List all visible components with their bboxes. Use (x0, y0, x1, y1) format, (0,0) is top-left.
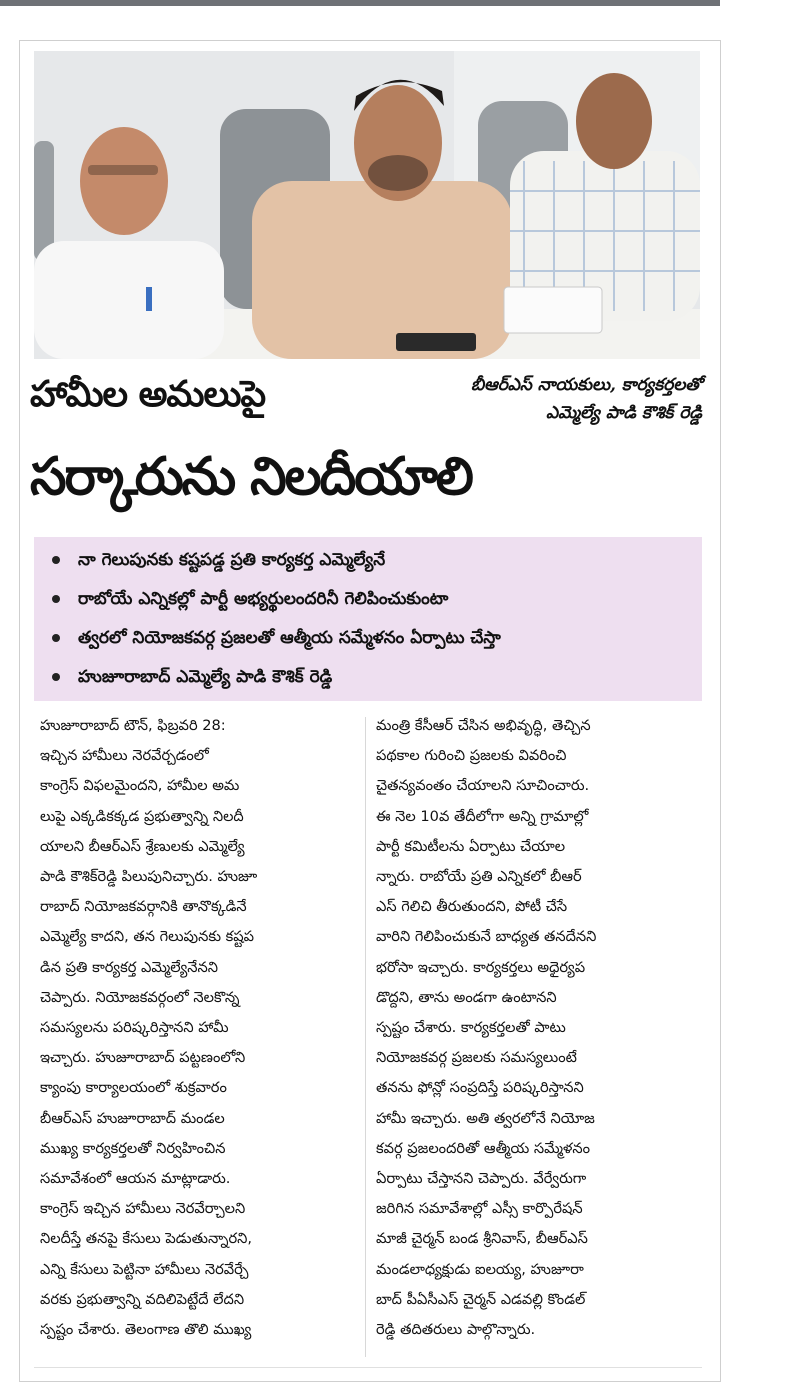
article-line: ఇచ్చారు. హుజూరాబాద్ పట్టణంలోని (40, 1049, 246, 1067)
article-line: బాద్ పీఏసీఎస్ చైర్మన్ ఎడవల్లి కొండల్ (376, 1290, 586, 1308)
highlight-item: త్వరలో నియోజకవర్గ ప్రజలతో ఆత్మీయ సమ్మేళనం ఏర్పాటు చేస్తా (34, 619, 702, 658)
article-column-1 (40, 711, 362, 1345)
bullet-icon (52, 634, 60, 642)
article-line: ఎమ్మెల్యే కాదని, తన గెలుపునకు కష్టప (40, 928, 255, 946)
highlight-item: రాబోయే ఎన్నికల్లో పార్టీ అభ్యర్థులందరినీ గెలిపించుకుంటా (34, 580, 702, 619)
article-line: డొద్దని, తాను అండగా ఉంటానని (376, 988, 557, 1006)
article-line: నియోజకవర్గ ప్రజలకు సమస్యలుంటే (376, 1049, 577, 1067)
article-line: పాడి కౌశిక్‌రెడ్డి పిలుపునిచ్చారు. హుజూ (40, 868, 258, 886)
news-photo (34, 51, 700, 359)
article-line: డిన ప్రతి కార్యకర్త ఎమ్మెల్యేనేనని (40, 958, 219, 976)
article-line: పథకాల గురించి ప్రజలకు వివరించి (376, 747, 567, 765)
article-line: వరకు ప్రభుత్వాన్ని వదిలిపెట్టేదే లేదని (40, 1290, 245, 1308)
article-line: నిలదీస్తే తనపై కేసులు పెడుతున్నారని, (40, 1230, 253, 1248)
top-bar (0, 0, 720, 6)
article-line: రాబాద్ నియోజకవర్గానికి తానొక్కడినే (40, 898, 247, 916)
article-line: క్యాంపు కార్యాలయంలో శుక్రవారం (40, 1079, 227, 1097)
headline-line-2: సర్కారును నిలదీయాలి (30, 447, 472, 507)
bullet-icon (52, 556, 60, 564)
byline (406, 371, 702, 427)
article-line: ఏర్పాటు చేస్తానని చెప్పారు. వేర్వేరుగా (376, 1170, 587, 1188)
newspaper-clipping (19, 40, 721, 1382)
article-line: సమావేశంలో ఆయన మాట్లాడారు. (40, 1170, 231, 1188)
byline-line-2: ఎమ్మెల్యే పాడి కౌశిక్ రెడ్డి (546, 403, 702, 423)
article-line: మండలాధ్యక్షుడు ఐలయ్య, హుజూరా (376, 1260, 584, 1278)
article-line: ఈ నెల 10వ తేదీలోగా అన్ని గ్రామాల్లో (376, 807, 589, 825)
article-line: తనను ఫోన్లో సంప్రదిస్తే పరిష్కరిస్తానని (376, 1079, 584, 1097)
article-line: చైతన్యవంతం చేయాలని సూచించారు. (376, 777, 590, 795)
article-line: మాజీ చైర్మన్ బండ శ్రీనివాస్, బీఆర్ఎస్ (376, 1230, 588, 1248)
article-line: హామీ ఇచ్చారు. అతి త్వరలోనే నియోజ (376, 1109, 595, 1127)
article-column-2 (376, 711, 698, 1345)
bottom-rule (34, 1367, 702, 1368)
article-line: హుజూరాబాద్ టౌన్, ఫిబ్రవరి 28: (40, 717, 226, 734)
article-line: కవర్గ ప్రజలందరితో ఆత్మీయ సమ్మేళనం (376, 1139, 591, 1157)
article-line: యాలని బీఆర్ఎస్ శ్రేణులకు ఎమ్మెల్యే (40, 837, 245, 855)
article-line: వారిని గెలిపించుకునే బాధ్యత తనదేనని (376, 928, 597, 946)
article-line: స్పష్టం చేశారు. కార్యకర్తలతో పాటు (376, 1019, 566, 1037)
article-line: ఎన్ని కేసులు పెట్టినా హామీలు నెరవేర్చే (40, 1260, 249, 1278)
article-line: మంత్రి కేసీఆర్ చేసిన అభివృద్ధి, తెచ్చిన (376, 717, 591, 734)
article-line: సమస్యలను పరిష్కరిస్తానని హామీ (40, 1019, 229, 1037)
article-line: స్పష్టం చేశారు. తెలంగాణ తొలి ముఖ్య (40, 1321, 252, 1339)
article-line: న్నారు. రాబోయే ప్రతి ఎన్నికలో బీఆర్ (376, 868, 582, 886)
headline-line-1: హామీల అమలుపై (30, 374, 266, 415)
column-divider (365, 717, 366, 1357)
article-line: ముఖ్య కార్యకర్తలతో నిర్వహించిన (40, 1139, 226, 1157)
article-line: ఇచ్చిన హామీలు నెరవేర్చడంలో (40, 747, 209, 765)
article-line: బీఆర్ఎస్ హుజూరాబాద్ మండల (40, 1109, 225, 1127)
byline-line-1: బీఆర్ఎస్ నాయకులు, కార్యకర్తలతో (471, 375, 702, 395)
article-line: చెప్పారు. నియోజకవర్గంలో నెలకొన్న (40, 988, 240, 1006)
article-line: భరోసా ఇచ్చారు. కార్యకర్తలు అధైర్యప (376, 958, 586, 976)
article-line: పార్టీ కమిటీలను ఏర్పాటు చేయాల (376, 837, 566, 855)
article-line: కాంగ్రెస్ విఫలమైందని, హామీల అమ (40, 777, 240, 795)
bullet-icon (52, 595, 60, 603)
bullet-icon (52, 673, 60, 681)
article-line: లుపై ఎక్కడికక్కడ ప్రభుత్వాన్ని నిలదీ (40, 807, 244, 825)
article-line: రెడ్డి తదితరులు పాల్గొన్నారు. (376, 1321, 536, 1339)
highlight-item: హుజూరాబాద్ ఎమ్మెల్యే పాడి కౌశిక్ రెడ్డి (34, 658, 702, 697)
article-line: కాంగ్రెస్ ఇచ్చిన హామీలు నెరవేర్చాలని (40, 1200, 246, 1218)
highlight-item: నా గెలుపునకు కష్టపడ్డ ప్రతి కార్యకర్త ఎమ్మెల్యేనే (34, 541, 702, 580)
article-line: ఎస్ గెలిచి తీరుతుందని, పోటీ చేసే (376, 898, 568, 916)
highlights-box (34, 537, 702, 701)
article-line: జరిగిన సమావేశాల్లో ఎస్సీ కార్పొరేషన్ (376, 1200, 583, 1218)
